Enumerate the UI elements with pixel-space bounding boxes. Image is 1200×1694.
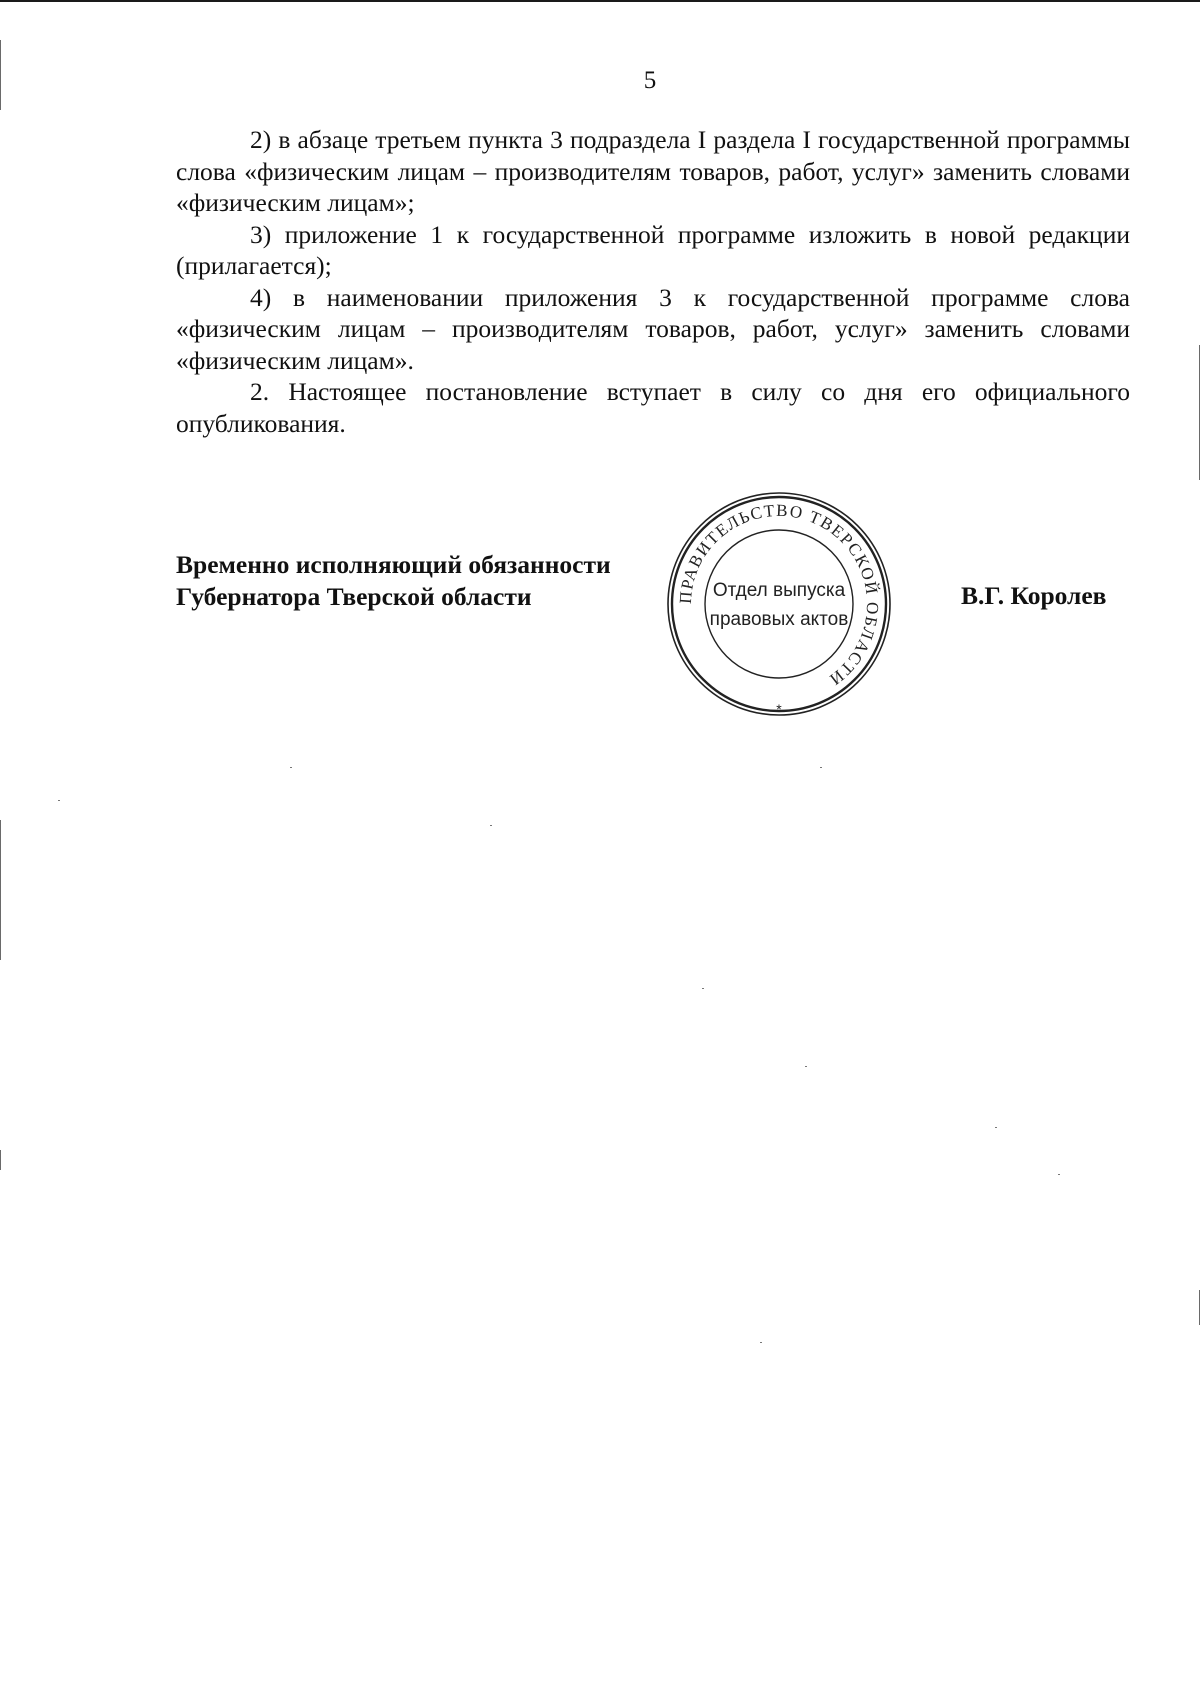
signatory-name: В.Г. Королев xyxy=(961,581,1107,610)
signatory-position-line-1: Временно исполняющий обязанности xyxy=(176,550,611,579)
scan-speck xyxy=(58,800,60,801)
scan-speck xyxy=(1058,1174,1060,1175)
signatory-position xyxy=(176,549,611,612)
scan-speck xyxy=(290,767,292,768)
paragraph-effective-date: 2. Настоящее постановление вступает в силу со дня его официального опубликования. xyxy=(176,377,1130,438)
left-edge-mark xyxy=(0,1150,1,1170)
paragraph-item-2: 2) в абзаце третьем пункта 3 подраздела I раздела I государственной программы слова «физическим лицам – производителям товаров, работ, услуг» заменить словами «физическим лицам»; xyxy=(176,125,1130,217)
stamp-inner-ring xyxy=(705,530,853,678)
stamp-outer-ring xyxy=(668,493,890,715)
page-number: 5 xyxy=(643,67,657,94)
stamp-ring-text-path: ПРАВИТЕЛЬСТВО ТВЕРСКОЙ ОБЛАСТИ xyxy=(675,500,883,690)
page-top-border xyxy=(0,0,1200,2)
stamp-center-line-2: правовых актов xyxy=(709,609,849,630)
paragraph-item-3: 3) приложение 1 к государственной программе изложить в новой редакции (прилагается); xyxy=(176,219,1130,280)
scan-speck xyxy=(820,767,822,768)
document-body xyxy=(176,124,1130,439)
stamp-center-line-1: Отдел выпуска xyxy=(712,580,846,601)
scan-speck xyxy=(490,825,492,826)
left-edge-mark xyxy=(0,820,1,960)
signatory-position-line-2: Губернатора Тверской области xyxy=(176,581,532,611)
paragraph-item-4: 4) в наименовании приложения 3 к государственной программе слова «физическим лицам – производителям товаров, работ, услуг» заменить словами «физическим лицам». xyxy=(176,282,1130,375)
scan-speck xyxy=(995,1127,997,1128)
official-seal-stamp xyxy=(663,488,895,720)
stamp-star-icon: * xyxy=(776,701,782,717)
scan-speck xyxy=(805,1066,807,1067)
scan-speck xyxy=(760,1342,762,1343)
scan-speck xyxy=(702,988,704,989)
stamp-outer-ring xyxy=(672,497,886,711)
